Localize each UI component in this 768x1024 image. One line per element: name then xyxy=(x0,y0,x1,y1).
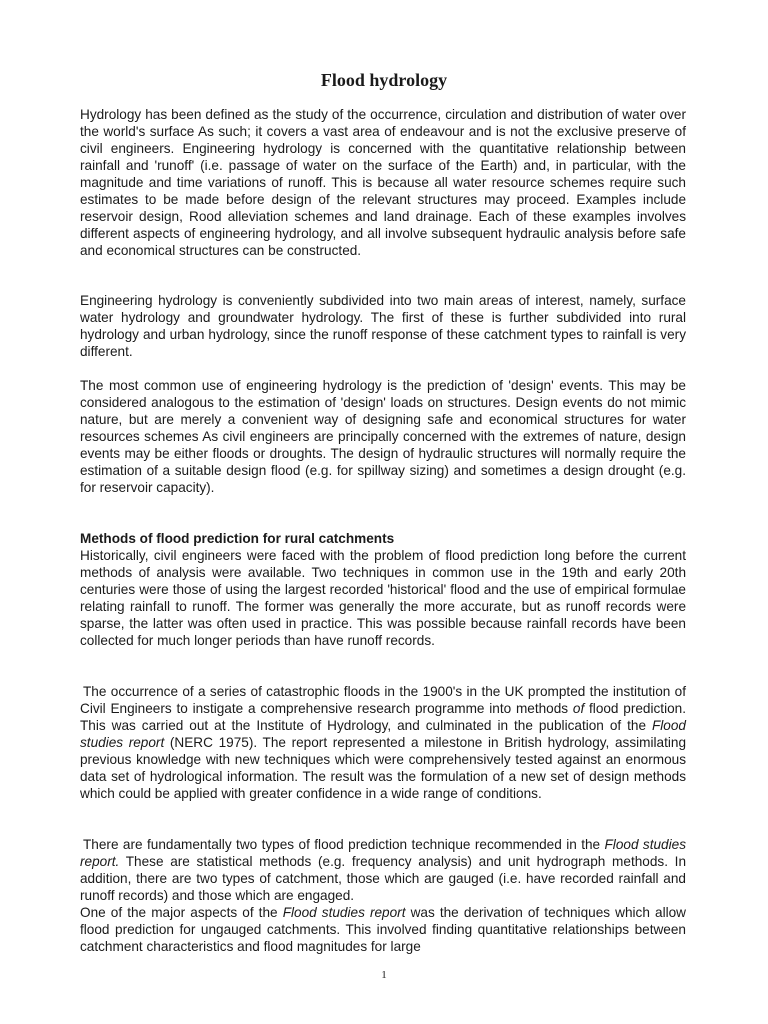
paragraph-subdivision: Engineering hydrology is conveniently subdivided into two main areas of interest, namely, surface water hydrology and groundwater hydrology. The first of these is further subdivided into rural hydrology and urban hydrology, since the runoff response of these catchment types to rainfall is very different. xyxy=(80,293,686,359)
document-title: Flood hydrology xyxy=(320,70,448,90)
text-run-italic: Flood studies report xyxy=(80,718,686,750)
text-run: (NERC 1975). The report represented a milestone in British hydrology, assimilating previous knowledge with new techniques which were comprehensively tested against an enormous data set of hydrological information. The result was the formulation of a new set of design methods which could be applied with greater confidence in a wide range of conditions. xyxy=(80,735,686,801)
text-run: These are statistical methods (e.g. frequency analysis) and unit hydrograph methods. In addition, there are two types of catchment, those which are gauged (i.e. have recorded rainfall and runoff records) and those which are engaged. xyxy=(80,854,686,903)
paragraph-flood-studies-report xyxy=(80,683,686,802)
paragraph-historical-methods: Historically, civil engineers were faced with the problem of flood prediction long before the current methods of analysis were available. Two techniques in common use in the 19th and early 20th centuries were those of using the largest recorded 'historical' flood and the use of empirical formulae relating rainfall to runoff. The former was generally the more accurate, but as runoff records were sparse, the latter was often used in practice. This was possible because rainfall records have been collected for much longer periods than have runoff records. xyxy=(80,548,686,648)
text-run-italic: Flood studies report xyxy=(282,905,406,920)
text-run-italic: of xyxy=(572,701,585,716)
paragraph-ungauged-catchments xyxy=(80,904,686,955)
text-run-italic: Flood studies report. xyxy=(80,837,686,869)
paragraph-prediction-techniques xyxy=(80,836,686,904)
text-run: There are fundamentally two types of flood prediction technique recommended in the xyxy=(83,837,605,852)
text-run: was the derivation of techniques which allow flood prediction for ungauged catchments. This involved finding quantitative relationships between catchment characteristics and flood magnitudes for large xyxy=(80,905,686,954)
text-run: The occurrence of a series of catastrophic floods in the 1900's in the UK prompted the institution of Civil Engineers to instigate a comprehensive research programme into methods xyxy=(80,684,686,716)
text-run: flood prediction. This was carried out at the Institute of Hydrology, and culminated in the publication of the xyxy=(80,701,686,733)
paragraph-definition: Hydrology has been defined as the study of the occurrence, circulation and distribution of water over the world's surface As such; it covers a vast area of endeavour and is not the exclusive preserve of civil engineers. Engineering hydrology is concerned with the quantitative relationship between rainfall and 'runoff' (i.e. passage of water on the surface of the Earth) and, in particular, with the magnitude and time variations of runoff. This is because all water resource schemes require such estimates to be made before design of the relevant structures may proceed. Examples include reservoir design, Rood alleviation schemes and land drainage. Each of these examples involves different aspects of engineering hydrology, and all involve subsequent hydraulic analysis before safe and economical structures can be constructed. xyxy=(80,107,686,258)
text-run: One of the major aspects of the xyxy=(80,905,283,920)
paragraph-design-events: The most common use of engineering hydrology is the prediction of 'design' events. This may be considered analogous to the estimation of 'design' loads on structures. Design events do not mimic nature, but are merely a convenient way of designing safe and economical structures for water resources schemes As civil engineers are principally concerned with the extremes of nature, design events may be either floods or droughts. The design of hydraulic structures will normally require the estimation of a suitable design flood (e.g. for spillway sizing) and sometimes a design drought (e.g. for reservoir capacity). xyxy=(80,378,686,495)
section-heading-rural-catchments: Methods of flood prediction for rural catchments xyxy=(80,531,395,546)
page-number: 1 xyxy=(381,969,387,981)
